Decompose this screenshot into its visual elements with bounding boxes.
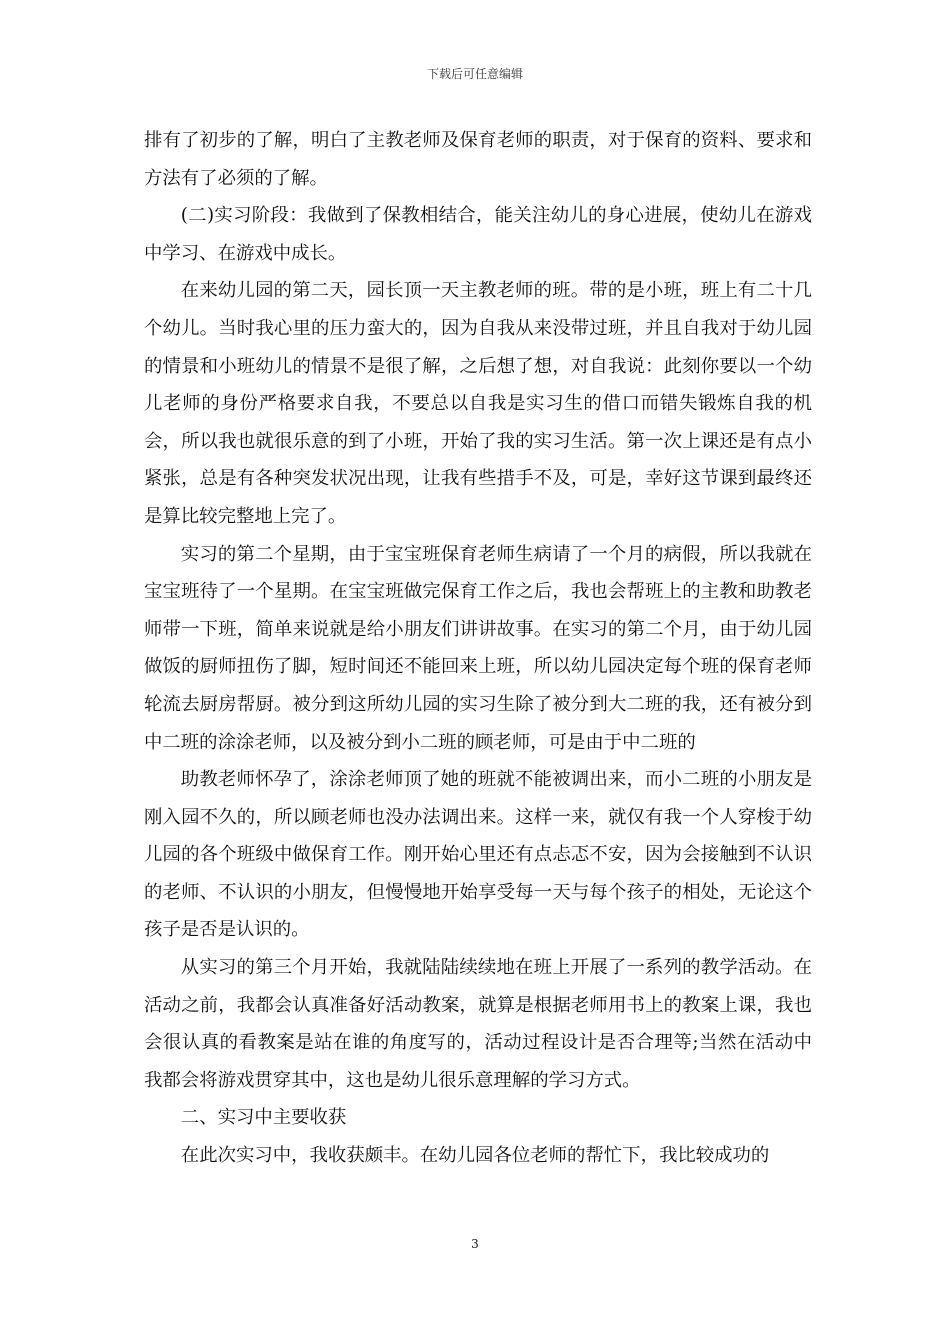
- paragraph-gains: 在此次实习中，我收获颇丰。在幼儿园各位老师的帮忙下，我比较成功的: [180, 1145, 770, 1167]
- paragraph-assistant-teacher: 助教老师怀孕了，涂涂老师顶了她的班就不能被调出来，而小二班的小朋友是刚入园不久的，所以顾老师也没办法调出来。这样一来，就仅有我一个人穿梭于幼儿园的各个班级中做保育工作。刚开始心里还有点忐忑不安，因为会接触到不认识的老师、不认识的小朋友，但慢慢地开始享受每一天与每个孩子的相处，无论这个孩子是否是认识的。: [144, 769, 812, 941]
- section-heading-gains: 二、实习中主要收获: [180, 1107, 347, 1129]
- paragraph-third-month: 从实习的第三个月开始，我就陆陆续续地在班上开展了一系列的教学活动。在活动之前，我都会认真准备好活动教案，就算是根据老师用书上的教案上课，我也会很认真的看教案是站在谁的角度写的，活动过程设计是否合理等;当然在活动中我都会将游戏贯穿其中，这也是幼儿很乐意理解的学习方式。: [144, 957, 812, 1091]
- paragraph-internship-stage: (二)实习阶段：我做到了保教相结合，能关注幼儿的身心进展，使幼儿在游戏中学习、在游戏中成长。: [144, 205, 812, 264]
- document-body: [144, 122, 812, 1175]
- paragraph-continuation: 排有了初步的了解，明白了主教老师及保育老师的职责，对于保育的资料、要求和方法有了必须的了解。: [144, 130, 812, 189]
- paragraph-second-week: 实习的第二个星期，由于宝宝班保育老师生病请了一个月的病假，所以我就在宝宝班待了一个星期。在宝宝班做完保育工作之后，我也会帮班上的主教和助教老师带一下班，简单来说就是给小朋友们讲讲故事。在实习的第二个月，由于幼儿园做饭的厨师扭伤了脚，短时间还不能回来上班，所以幼儿园决定每个班的保育老师轮流去厨房帮厨。被分到这所幼儿园的实习生除了被分到大二班的我，还有被分到中二班的涂涂老师，以及被分到小二班的顾老师，可是由于中二班的: [144, 543, 812, 753]
- paragraph-second-day: 在来幼儿园的第二天，园长顶一天主教老师的班。带的是小班，班上有二十几个幼儿。当时我心里的压力蛮大的，因为自我从来没带过班，并且自我对于幼儿园的情景和小班幼儿的情景不是很了解，之后想了想，对自我说：此刻你要以一个幼儿老师的身份严格要求自我，不要总以自我是实习生的借口而错失锻炼自我的机会，所以我也就很乐意的到了小班，开始了我的实习生活。第一次上课还是有点小紧张，总是有各种突发状况出现，让我有些措手不及，可是，幸好这节课到最终还是算比较完整地上完了。: [144, 280, 812, 527]
- page-header: 下载后可任意编辑: [426, 67, 523, 81]
- page-number: 3: [471, 1237, 479, 1251]
